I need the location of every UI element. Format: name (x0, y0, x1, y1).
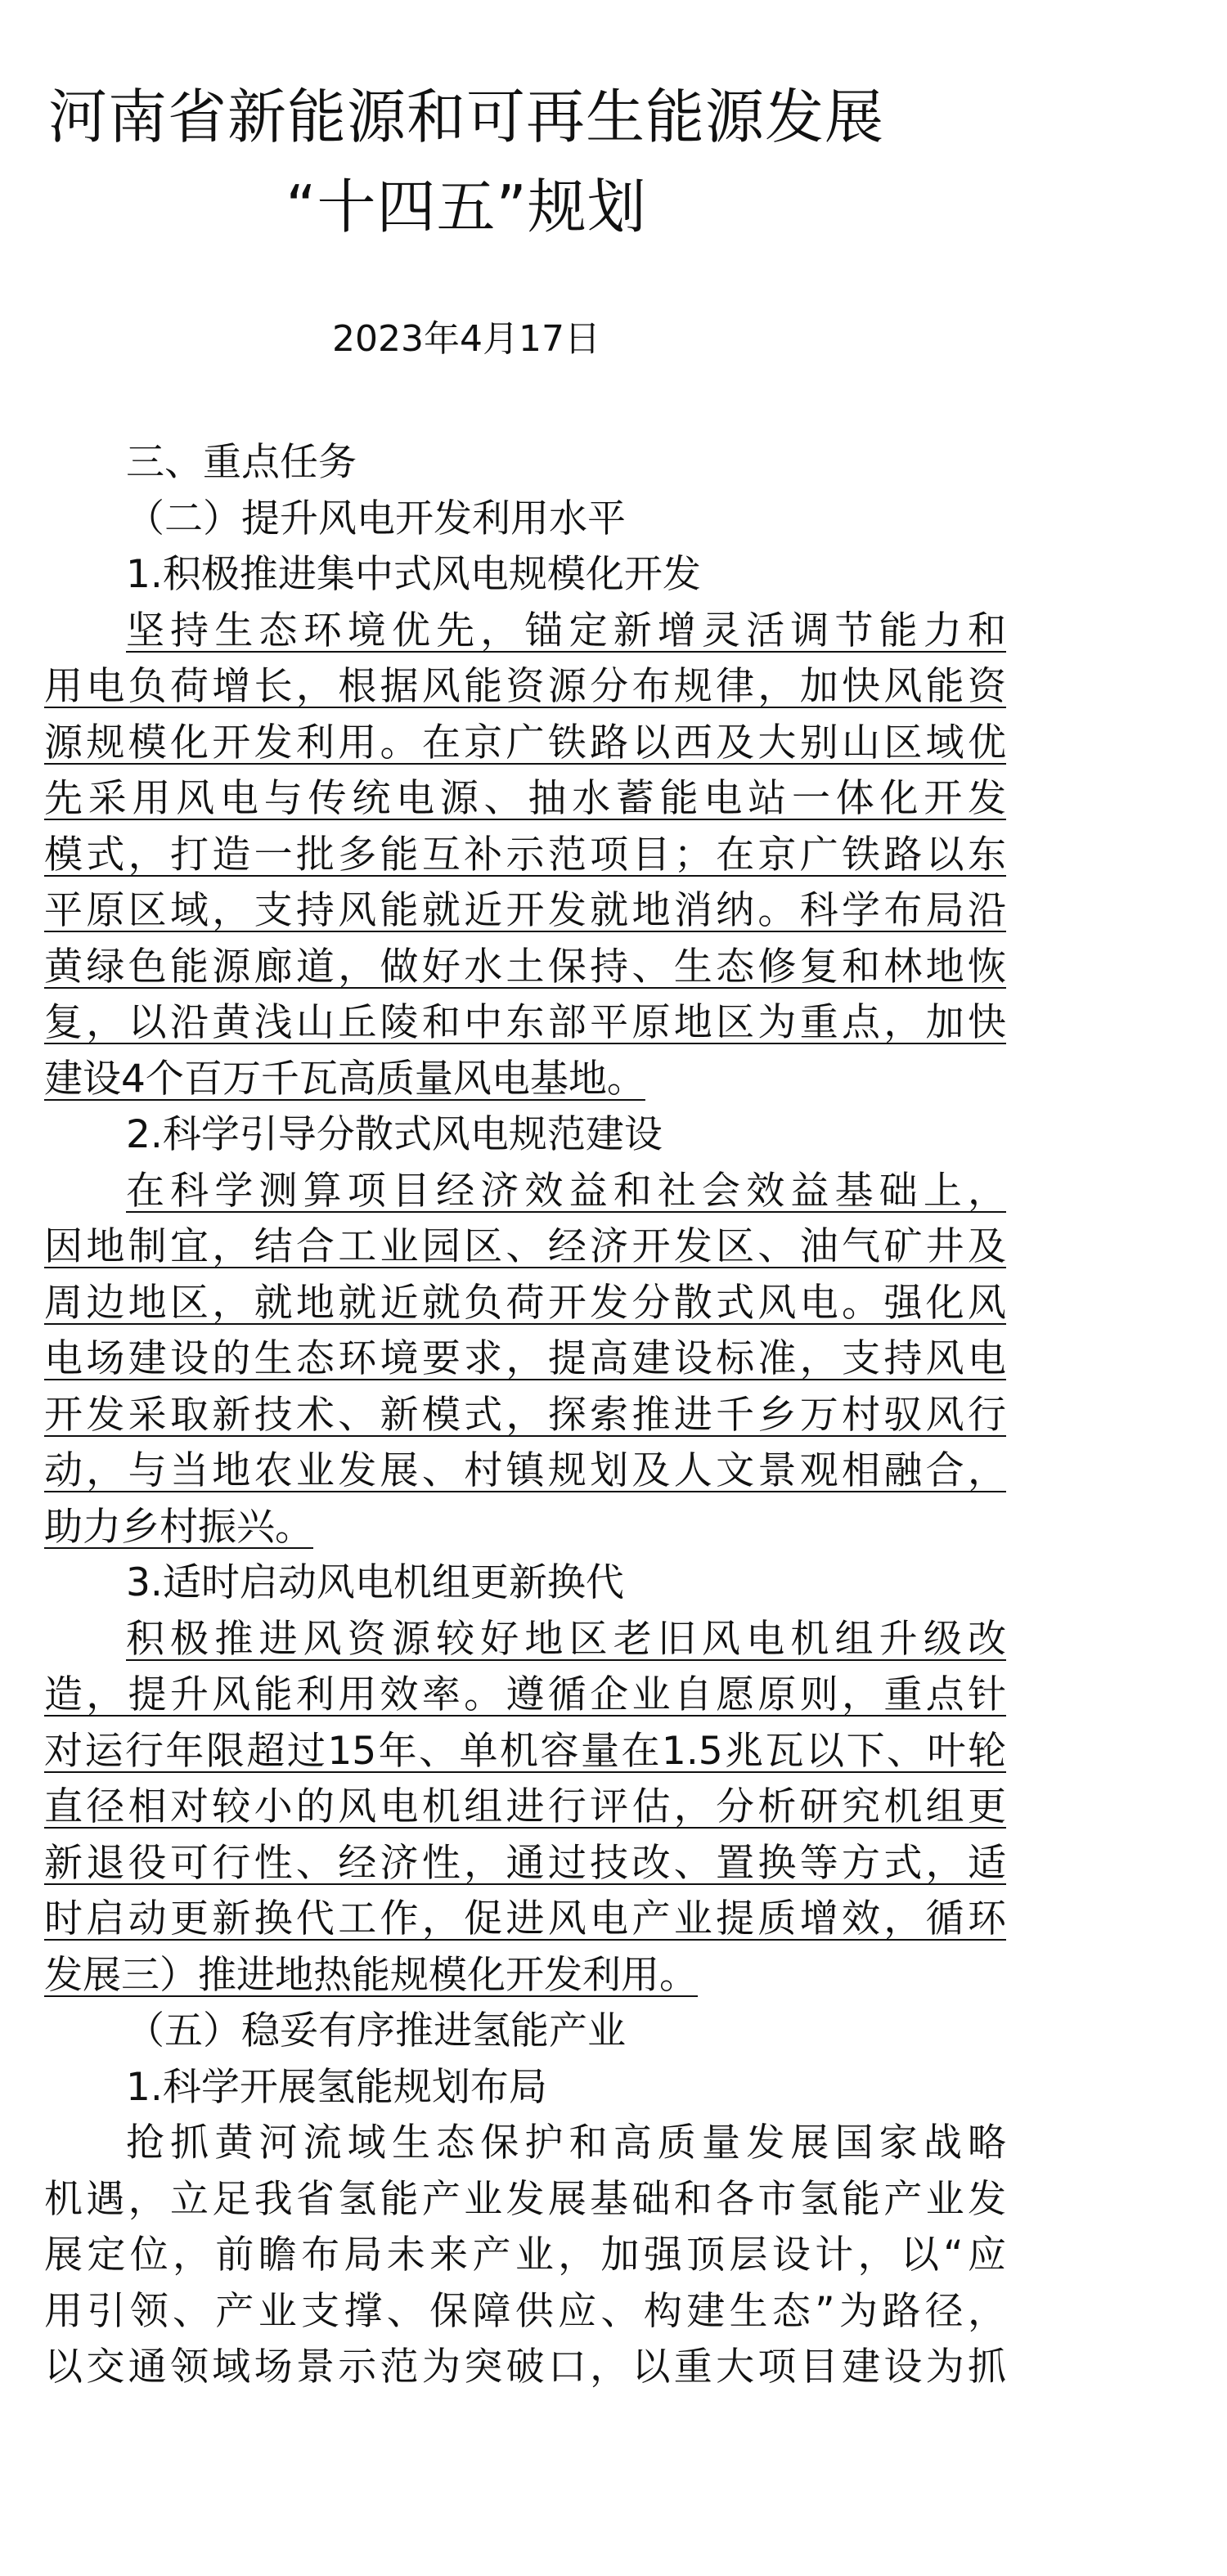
paragraph-line: 建设4个百万千瓦高质量风电基地。 (44, 1056, 645, 1102)
item-heading: 1.积极推进集中式风电规模化开发 (126, 552, 701, 597)
paragraph-line: 时启动更新换代工作，促进风电产业提质增效，循环 (44, 1896, 1006, 1941)
document-title-line-1: 河南省新能源和可再生能源发展 (47, 83, 884, 151)
paragraph-line: 以交通领域场景示范为突破口，以重大项目建设为抓 (44, 2345, 1006, 2390)
paragraph-line: 电场建设的生态环境要求，提高建设标准，支持风电 (44, 1336, 1006, 1381)
paragraph-line: 先采用风电与传统电源、抽水蓄能电站一体化开发 (44, 776, 1006, 821)
paragraph-line: 积极推进风资源较好地区老旧风电机组升级改 (126, 1616, 1006, 1662)
paragraph-line: 抢抓黄河流域生态保护和高质量发展国家战略 (126, 2120, 1006, 2165)
paragraph-line: 在科学测算项目经济效益和社会效益基础上， (126, 1168, 1006, 1214)
subsection-heading-wind: （二）提升风电开发利用水平 (126, 496, 626, 541)
paragraph-line: 动，与当地农业发展、村镇规划及人文景观相融合， (44, 1448, 1006, 1493)
paragraph-line: 造，提升风能利用效率。遵循企业自愿原则，重点针 (44, 1672, 1006, 1717)
paragraph-line: 黄绿色能源廊道，做好水土保持、生态修复和林地恢 (44, 944, 1006, 990)
paragraph-line: 复，以沿黄浅山丘陵和中东部平原地区为重点，加快 (44, 1000, 1006, 1045)
item-heading: 2.科学引导分散式风电规范建设 (126, 1112, 663, 1157)
paragraph-line: 开发采取新技术、新模式，探索推进千乡万村驭风行 (44, 1392, 1006, 1438)
item-heading: 1.科学开展氢能规划布局 (126, 2064, 547, 2110)
paragraph-line: 展定位，前瞻布局未来产业，加强顶层设计，以“应 (44, 2233, 1006, 2278)
document-date: 2023年4月17日 (332, 318, 600, 360)
paragraph-line: 用引领、产业支撑、保障供应、构建生态”为路径， (44, 2288, 1006, 2334)
paragraph-line: 对运行年限超过15年、单机容量在1.5兆瓦以下、叶轮 (44, 1728, 1006, 1774)
item-heading: 3.适时启动风电机组更新换代 (126, 1560, 624, 1605)
paragraph-line: 助力乡村振兴。 (44, 1504, 313, 1550)
document-title-line-2: “十四五”规划 (285, 173, 647, 241)
paragraph-line: 周边地区，就地就近就负荷开发分散式风电。强化风 (44, 1280, 1006, 1326)
paragraph-line: 机遇，立足我省氢能产业发展基础和各市氢能产业发 (44, 2176, 1006, 2222)
paragraph-line: 坚持生态环境优先，锚定新增灵活调节能力和 (126, 608, 1006, 653)
paragraph-line: 用电负荷增长，根据风能资源分布规律，加快风能资 (44, 664, 1006, 709)
paragraph-line: 源规模化开发利用。在京广铁路以西及大别山区域优 (44, 720, 1006, 765)
document-body (44, 435, 1006, 2396)
paragraph-line: 平原区域，支持风能就近开发就地消纳。科学布局沿 (44, 888, 1006, 933)
paragraph-line: 模式，打造一批多能互补示范项目；在京广铁路以东 (44, 832, 1006, 877)
paragraph-line: 直径相对较小的风电机组进行评估，分析研究机组更 (44, 1784, 1006, 1829)
section-heading: 三、重点任务 (126, 440, 357, 485)
paragraph-line: 新退役可行性、经济性，通过技改、置换等方式，适 (44, 1840, 1006, 1886)
subsection-heading-hydrogen: （五）稳妥有序推进氢能产业 (126, 2008, 626, 2053)
paragraph-line: 因地制宜，结合工业园区、经济开发区、油气矿井及 (44, 1224, 1006, 1269)
paragraph-line: 发展三）推进地热能规模化开发利用。 (44, 1952, 698, 1998)
